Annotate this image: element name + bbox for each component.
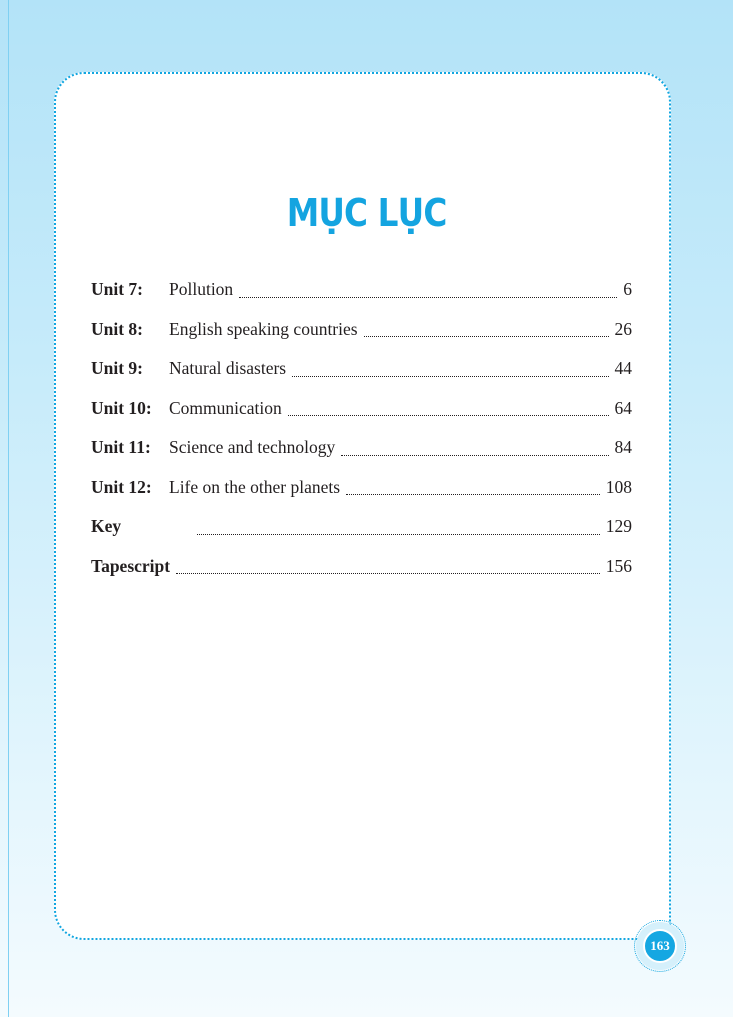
dot-leader <box>239 296 617 298</box>
toc-entry-title: Pollution <box>169 279 234 300</box>
toc-row-unit-9[interactable] <box>91 349 632 389</box>
toc-row-tapescript[interactable] <box>91 547 632 587</box>
toc-row-key[interactable] <box>91 507 632 547</box>
toc-page-number: 6 <box>623 279 632 300</box>
toc-page-number: 64 <box>614 397 632 418</box>
dot-leader <box>364 335 609 337</box>
toc-unit-label: Unit 11: <box>91 437 151 458</box>
toc-entry-title: Natural disasters <box>169 358 287 379</box>
toc-unit-label: Unit 10: <box>91 397 152 418</box>
dot-leader <box>346 493 600 495</box>
toc-page-number: 156 <box>605 555 632 576</box>
toc-page-number: 129 <box>605 516 632 537</box>
toc-entry-title: Science and technology <box>169 437 336 458</box>
toc-unit-label: Unit 9: <box>91 358 144 379</box>
toc-row-unit-11[interactable] <box>91 428 632 468</box>
toc-unit-label: Unit 8: <box>91 318 144 339</box>
toc-row-unit-10[interactable] <box>91 389 632 429</box>
page-title: MỤC LỤC <box>286 191 447 235</box>
toc-entry-title: Communication <box>169 397 282 418</box>
toc-page-number: 108 <box>605 476 632 497</box>
dot-leader <box>288 414 609 416</box>
dot-leader <box>341 454 608 456</box>
dot-leader <box>292 375 608 377</box>
toc-page-number: 44 <box>614 358 632 379</box>
page-edge-line <box>8 0 9 1017</box>
toc-row-unit-8[interactable] <box>91 310 632 350</box>
page-number: 163 <box>643 929 677 963</box>
toc-unit-label: Key <box>91 516 122 537</box>
table-of-contents <box>91 270 632 586</box>
toc-unit-label: Unit 12: <box>91 476 152 497</box>
toc-unit-label: Tapescript <box>91 555 171 576</box>
toc-page-number: 84 <box>614 437 632 458</box>
toc-unit-label: Unit 7: <box>91 279 144 300</box>
dot-leader <box>176 572 600 574</box>
toc-page-number: 26 <box>614 318 632 339</box>
toc-row-unit-12[interactable] <box>91 468 632 508</box>
toc-entry-title: Life on the other planets <box>169 476 341 497</box>
toc-row-unit-7[interactable] <box>91 270 632 310</box>
dot-leader <box>197 533 600 535</box>
toc-entry-title: English speaking countries <box>169 318 358 339</box>
page-number-badge <box>636 922 684 970</box>
